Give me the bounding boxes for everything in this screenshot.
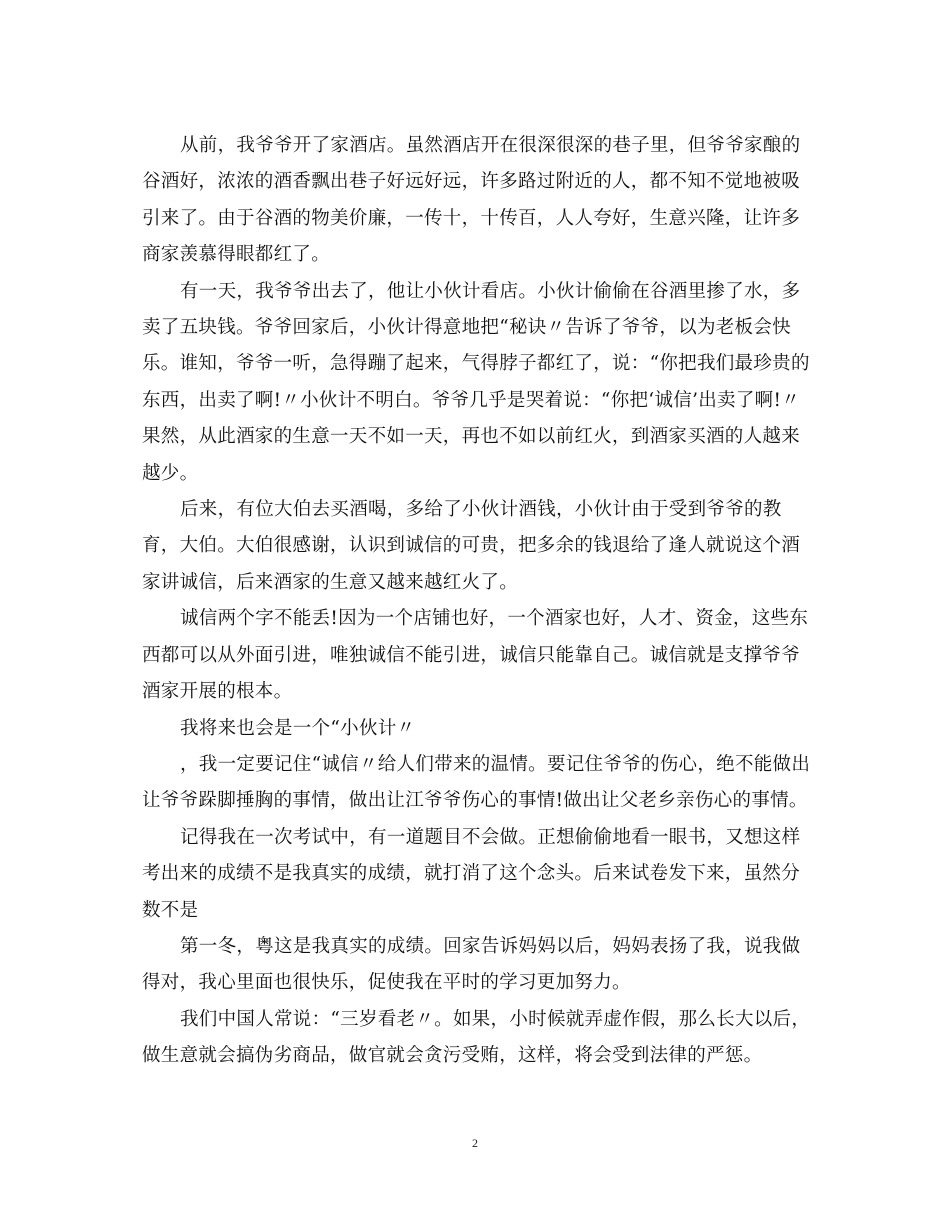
body-text [142, 128, 812, 1075]
page-number: 2 [472, 1136, 478, 1150]
paragraph-2: 有一天，我爷爷出去了，他让小伙计看店。小伙计偷偷在谷酒里掺了水，多卖了五块钱。爷爷回家后，小伙计得意地把“秘诀〃告诉了爷爷，以为老板会快乐。谁知，爷爷一听，急得蹦了起来，气得脖子都红了，说：“你把我们最珍贵的东西，出卖了啊!〃小伙计不明白。爷爷几乎是哭着说：“你把‘诚信’出卖了啊!〃果然，从此酒家的生意一天不如一天，再也不如以前红火，到酒家买酒的人越来越少。 [142, 280, 810, 484]
paragraph-8: 第一冬，粤这是我真实的成绩。回家告诉妈妈以后，妈妈表扬了我，说我做得对，我心里面也很快乐，促使我在平时的学习更加努力。 [142, 935, 801, 994]
paragraph-6: ，我一定要记住“诚信〃给人们带来的温情。要记住爷爷的伤心，绝不能做出让爷爷跺脚捶胸的事情，做出让江爷爷伤心的事情!做出让父老乡亲伤心的事情。 [142, 753, 811, 812]
paragraph-9: 我们中国人常说：“三岁看老〃。如果，小时候就弄虚作假，那么长大以后，做生意就会搞伪劣商品，做官就会贪污受贿，这样，将会受到法律的严惩。 [142, 1008, 811, 1067]
paragraph-7: 记得我在一次考试中，有一道题目不会做。正想偷偷地看一眼书，又想这样考出来的成绩不是我真实的成绩，就打消了这个念头。后来试卷发下来，虽然分数不是 [142, 826, 801, 921]
paragraph-3: 后来，有位大伯去买酒喝，多给了小伙计酒钱，小伙计由于受到爷爷的教育，大伯。大伯很感谢，认识到诚信的可贵，把多余的钱退给了逢人就说这个酒家讲诚信，后来酒家的生意又越来越红火了。 [142, 499, 801, 593]
paragraph-4: 诚信两个字不能丢!因为一个店铺也好，一个酒家也好，人才、资金，这些东西都可以从外面引进，唯独诚信不能引进，诚信只能靠自己。诚信就是支撑爷爷酒家开展的根本。 [142, 608, 809, 703]
paragraph-5: 我将来也会是一个“小伙计〃 [180, 717, 416, 739]
paragraph-1: 从前，我爷爷开了家酒店。虽然酒店开在很深很深的巷子里，但爷爷家酿的谷酒好，浓浓的酒香飘出巷子好远好远，许多路过附近的人，都不知不觉地被吸引来了。由于谷酒的物美价廉，一传十，十传百，人人夸好，生意兴隆，让许多商家羡慕得眼都红了。 [142, 135, 801, 266]
